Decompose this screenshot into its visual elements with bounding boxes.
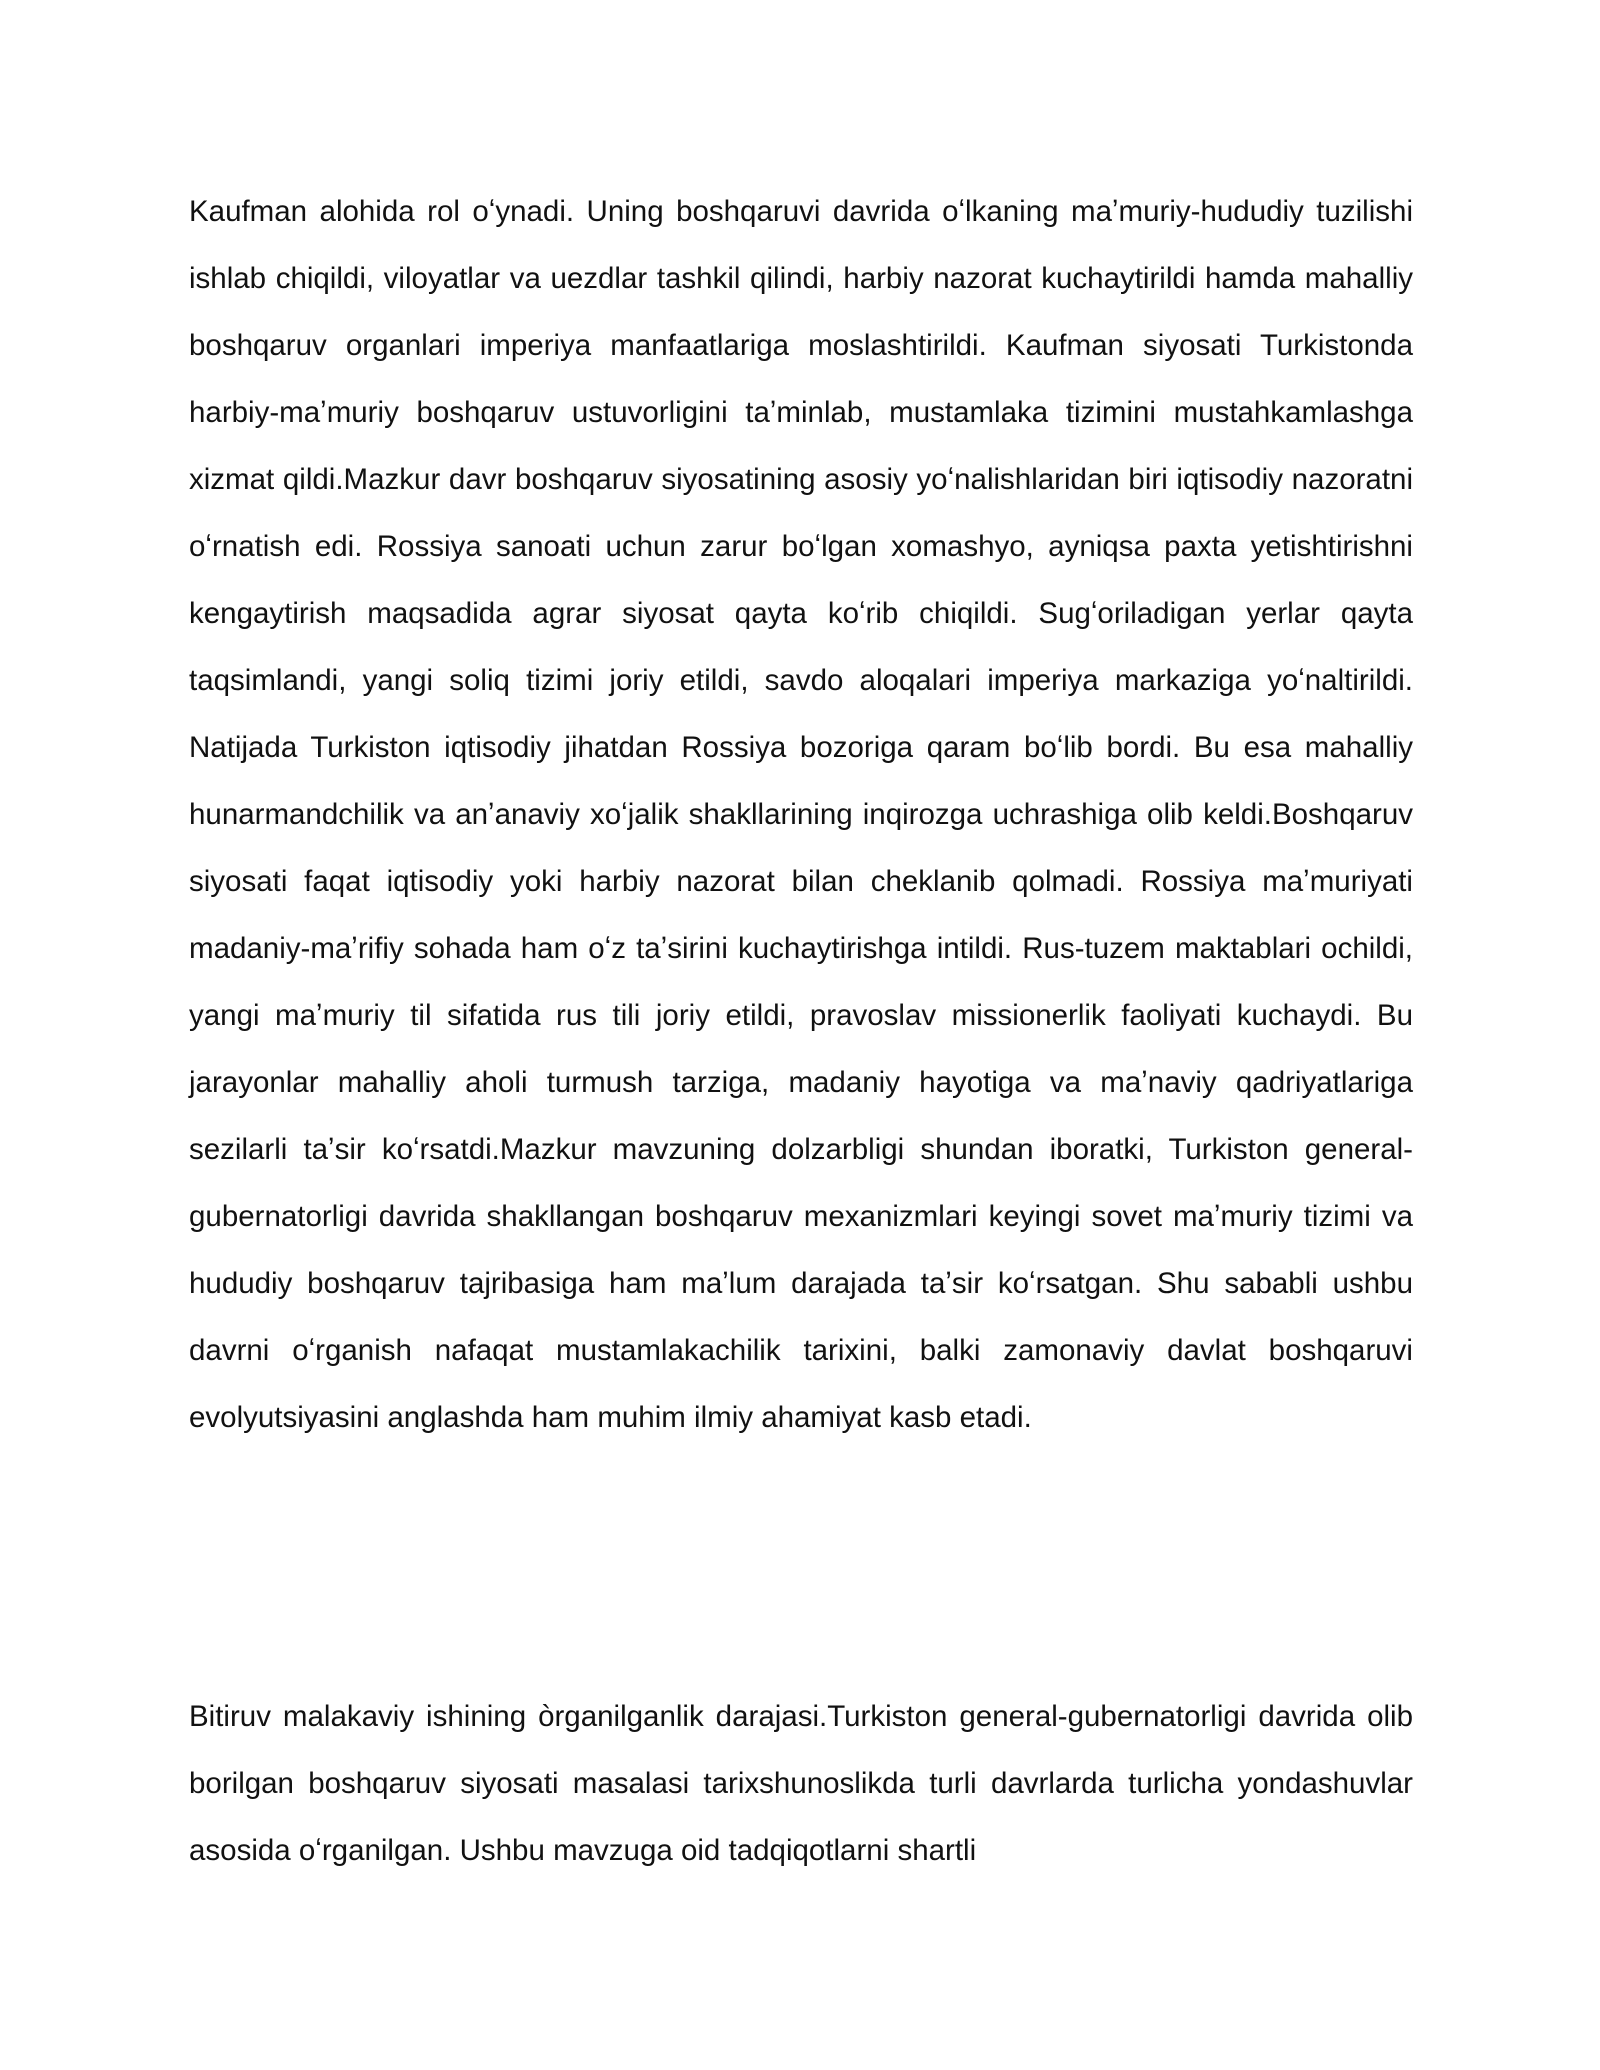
body-paragraph-1: Kaufman alohida rol oʻynadi. Uning boshqaruvi davrida oʻlkaning maʼmuriy-hududiy tuzilishi ishlab chiqildi, viloyatlar va uezdlar tashkil qilindi, harbiy nazorat kuchaytirildi hamda mahalliy boshqaruv organlari imperiya manfaatlariga moslashtirildi. Kaufman siyosati Turkistonda harbiy-maʼmuriy boshqaruv ustuvorligini taʼminlab, mustamlaka tizimini mustahkamlashga xizmat qildi.Mazkur davr boshqaruv siyosatining asosiy yoʻnalishlaridan biri iqtisodiy nazoratni oʻrnatish edi. Rossiya sanoati uchun zarur boʻlgan xomashyo, ayniqsa paxta yetishtirishni kengaytirish maqsadida agrar siyosat qayta koʻrib chiqildi. Sugʻoriladigan yerlar qayta taqsimlandi, yangi soliq tizimi joriy etildi, savdo aloqalari imperiya markaziga yoʻnaltirildi. Natijada Turkiston iqtisodiy jihatdan Rossiya bozoriga qaram boʻlib bordi. Bu esa mahalliy hunarmandchilik va anʼanaviy xoʻjalik shakllarining inqirozga uchrashiga olib keldi.Boshqaruv siyosati faqat iqtisodiy yoki harbiy nazorat bilan cheklanib qolmadi. Rossiya maʼmuriyati madaniy-maʼrifiy sohada ham oʻz taʼsirini kuchaytirishga intildi. Rus-tuzem maktablari ochildi, yangi maʼmuriy til sifatida rus tili joriy etildi, pravoslav missionerlik faoliyati kuchaydi. Bu jarayonlar mahalliy aholi turmush tarziga, madaniy hayotiga va maʼnaviy qadriyatlariga sezilarli taʼsir koʻrsatdi.Mazkur mavzuning dolzarbligi shundan iboratki, Turkiston general-gubernatorligi davrida shakllangan boshqaruv mexanizmlari keyingi sovet maʼmuriy tizimi va hududiy boshqaruv tajribasiga ham maʼlum darajada taʼsir koʻrsatgan. Shu sababli ushbu davrni oʻrganish nafaqat mustamlakachilik tarixini, balki zamonaviy davlat boshqaruvi evolyutsiyasini anglashda ham muhim ilmiy ahamiyat kasb etadi.: [189, 195, 1413, 1434]
body-paragraph-2: Bitiruv malakaviy ishining òrganilganlik darajasi.Turkiston general-gubernatorligi davrida olib borilgan boshqaruv siyosati masalasi tarixshunoslikda turli davrlarda turlicha yondashuvlar asosida oʻrganilgan. Ushbu mavzuga oid tadqiqotlarni shartli: [189, 1700, 1413, 1867]
